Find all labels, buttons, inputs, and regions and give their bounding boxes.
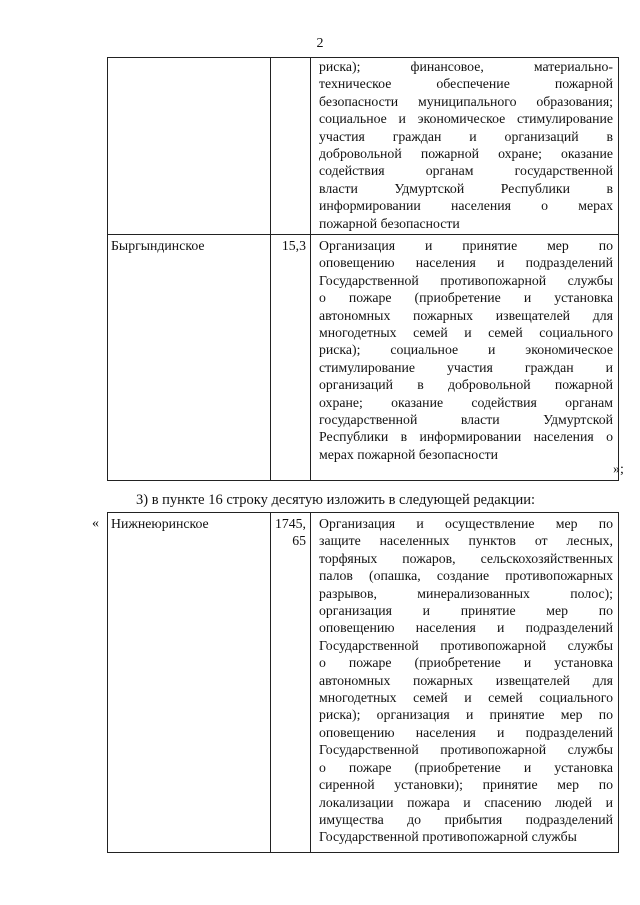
table-row bbox=[108, 58, 619, 235]
measures-line: риска); социальное и экономическое bbox=[319, 342, 613, 358]
measures-line: охране; оказание содействия органам bbox=[319, 394, 613, 410]
measures-line: техническое обеспечение пожарной bbox=[319, 76, 613, 92]
measures-line: информировании населения о мерах bbox=[319, 198, 613, 214]
measures-line: оповещению населения и подразделений bbox=[319, 620, 613, 636]
amendment-text: 3) в пункте 16 строку десятую изложить в следующей редакции: bbox=[136, 492, 536, 508]
municipality-table-2 bbox=[107, 512, 619, 853]
measures-line: о пожаре (приобретение и установка bbox=[319, 290, 613, 306]
municipality-table-1 bbox=[107, 57, 619, 481]
measures-line: о пожаре (приобретение и установка bbox=[319, 759, 613, 775]
municipality-name: Нижнеюринское bbox=[108, 513, 271, 853]
closing-quote: »; bbox=[613, 462, 624, 477]
measures-line: Организация и осуществление мер по bbox=[319, 516, 613, 531]
measures-line: имущества до прибытия подразделений bbox=[319, 811, 613, 827]
measures-line: стимулирование участия граждан и bbox=[319, 359, 613, 375]
amount-line: 1745, bbox=[274, 516, 306, 531]
measures-line: участия граждан и организаций в bbox=[319, 128, 613, 144]
measures-line: риска); финансовое, материально- bbox=[319, 59, 613, 74]
measures-line: Государственной противопожарной службы bbox=[319, 272, 613, 288]
municipality-name: Быргындинское bbox=[108, 235, 271, 481]
measures-line: мерах пожарной безопасности bbox=[319, 446, 499, 462]
measures-line: социальное и экономическое стимулирование bbox=[319, 111, 613, 127]
measures-line: Государственной противопожарной службы bbox=[319, 742, 613, 758]
measures-line: власти Удмуртской Республики в bbox=[319, 180, 613, 196]
table-row bbox=[108, 513, 619, 853]
measures-line: Организация и принятие мер по bbox=[319, 238, 613, 253]
measures-line: Республики в информировании населения о bbox=[319, 429, 613, 445]
measures-line: добровольной пожарной охране; оказание bbox=[319, 146, 613, 162]
measures-line: торфяных пожаров, сельскохозяйственных bbox=[319, 550, 613, 566]
measures-line: защите населенных пунктов от лесных, bbox=[319, 533, 613, 549]
measures-cell bbox=[311, 513, 619, 853]
measures-line: разрывов, минерализованных полос); bbox=[319, 585, 613, 601]
measures-line: сиренной установки); принятие мер по bbox=[319, 777, 613, 793]
measures-line: безопасности муниципального образования; bbox=[319, 93, 613, 109]
opening-quote: « bbox=[92, 516, 99, 531]
measures-line: организаций в добровольной пожарной bbox=[319, 377, 613, 393]
table-row bbox=[108, 235, 619, 481]
measures-line: палов (опашка, создание противопожарных bbox=[319, 568, 613, 584]
measures-cell bbox=[311, 235, 619, 481]
municipality-name bbox=[108, 58, 271, 235]
measures-line: автономных пожарных извещателей для bbox=[319, 672, 613, 688]
measures-line: Государственной противопожарной службы bbox=[319, 829, 577, 845]
amount-cell bbox=[271, 58, 311, 235]
measures-line: риска); организация и принятие мер по bbox=[319, 707, 613, 723]
measures-line: государственной власти Удмуртской bbox=[319, 412, 613, 428]
measures-line: пожарной безопасности bbox=[319, 215, 460, 231]
measures-line: многодетных семей и семей социального bbox=[319, 325, 613, 341]
amount-cell bbox=[271, 513, 311, 853]
measures-line: многодетных семей и семей социального bbox=[319, 690, 613, 706]
measures-line: о пожаре (приобретение и установка bbox=[319, 655, 613, 671]
measures-line: Государственной противопожарной службы bbox=[319, 637, 613, 653]
measures-line: содействия органам государственной bbox=[319, 163, 613, 179]
amount-cell: 15,3 bbox=[271, 235, 311, 481]
measures-cell bbox=[311, 58, 619, 235]
measures-line: оповещению населения и подразделений bbox=[319, 255, 613, 271]
amount-line: 65 bbox=[292, 533, 306, 549]
measures-line: автономных пожарных извещателей для bbox=[319, 307, 613, 323]
measures-line: локализации пожара и спасению людей и bbox=[319, 794, 613, 810]
measures-line: организация и принятие мер по bbox=[319, 603, 613, 619]
measures-line: оповещению населения и подразделений bbox=[319, 724, 613, 740]
page-number: 2 bbox=[316, 36, 324, 51]
